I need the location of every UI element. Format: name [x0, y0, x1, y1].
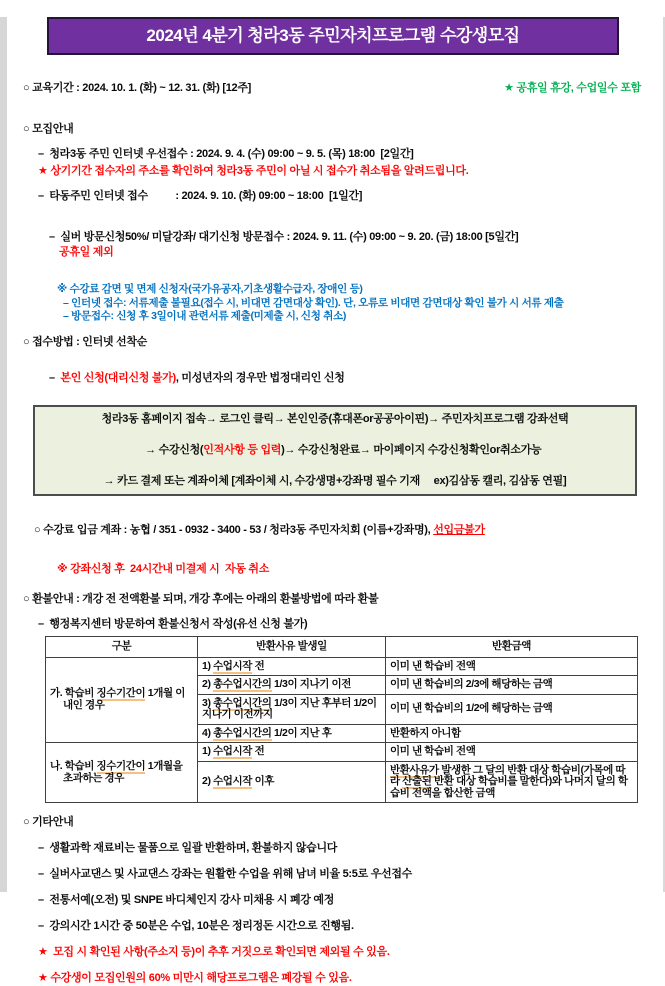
apply-step-line-1: 청라3동 홈페이지 접속→ 로그인 클릭→ 본인인증(휴대폰or공공아이핀)→ 주민자치프로그램 강좌선택 — [101, 412, 569, 425]
apply-step-line-2 — [39, 427, 631, 474]
recruit-other-residents-line: – 타동주민 인터넷 접수 : 2024. 9. 10. (화) 09:00 ~ 18:00 [1일간] — [38, 190, 363, 202]
section-etc-heading: ○ 기타안내 — [23, 816, 74, 828]
recruit-visit-text: – 실버 방문신청50%/ 미달강좌/ 대기신청 방문접수 : 2024. 9. 11. (수) 09:00 ~ 9. 20. (금) 18:00 [5일간] — [49, 231, 519, 243]
refund-a2-when: 2) 총수업시간의 1/3이 지나기 이전 — [198, 676, 386, 695]
etc-item-dance: – 실버사교댄스 및 사교댄스 강좌는 원활한 수업을 위해 남녀 비율 5:5로 우선접수 — [38, 868, 412, 880]
apply-step-line-3: → 카드 결제 또는 계좌이체 [계좌이체 시, 수강생명+강좌명 필수 기재 ex)김삼동 캘리, 김삼동 연필] — [103, 474, 567, 487]
etc-item-materials: – 생활과학 재료비는 물품으로 일괄 반환하며, 환불하지 않습니다 — [38, 842, 338, 854]
payment-no-prepay: 선입금불가 — [433, 524, 485, 536]
refund-b1-when: 1) 수업시작 전 — [198, 743, 386, 762]
refund-a1-when: 1) 수업시작 전 — [198, 657, 386, 676]
etc-warning-address: ★ 모집 시 확인된 사항(주소지 등)이 추후 거짓으로 확인되면 제외될 수 있음. — [38, 946, 390, 958]
refund-table-header-row — [46, 637, 638, 658]
recruit-visit-line — [38, 215, 641, 275]
etc-item-class-time: – 강의시간 1시간 중 50분은 수업, 10분은 정리정돈 시간으로 진행됨. — [38, 920, 354, 932]
payment-account-line — [23, 508, 641, 553]
payment-account-text: ○ 수강료 입금 계좌 : 농협 / 351 - 0932 - 3400 - 53 / 청라3동 주민자치회 (이름+강좌명), — [34, 524, 434, 536]
recruit-priority-line: – 청라3동 주민 인터넷 우선접수 : 2024. 9. 4. (수) 09:00 ~ 9. 5. (목) 18:00 [2일간] — [38, 148, 414, 160]
apply-self-dash: – — [49, 371, 61, 384]
refund-a2-amount: 이미 낸 학습비의 2/3에 해당하는 금액 — [386, 676, 638, 695]
apply-step-2-pre: → 수강신청( — [145, 443, 204, 456]
apply-self-rest: , 미성년자의 경우만 법정대리인 신청 — [175, 371, 345, 384]
page-title: 2024년 4분기 청라3동 주민자치프로그램 수강생모집 — [146, 26, 520, 45]
apply-step-2-post: )→ 수강신청완료→ 마이페이지 수강신청확인or취소가능 — [281, 443, 542, 456]
education-period-line — [23, 81, 641, 96]
holiday-note: ★ 공휴일 휴강, 수업일수 포함 — [504, 82, 641, 94]
section-recruit-heading: ○ 모집안내 — [23, 123, 74, 135]
refund-group-b-label: 나. 학습비 징수기간이 1개월을 초과하는 경우 — [46, 743, 198, 803]
page-title-banner — [47, 17, 619, 55]
recruit-address-warning: ★ 상기기간 접수자의 주소를 확인하여 청라3동 주민이 아닐 시 접수가 취소됨을 알려드립니다. — [38, 165, 469, 177]
apply-self-red: 본인 신청(대리신청 불가) — [60, 371, 176, 384]
table-row — [46, 743, 638, 762]
notice-document — [0, 17, 665, 984]
education-period-text: ○ 교육기간 : 2024. 10. 1. (화) ~ 12. 31. (화) [12주] — [23, 82, 252, 94]
refund-b1-amount: 이미 낸 학습비 전액 — [386, 743, 638, 762]
refund-b2-when: 2) 수업시작 이후 — [198, 761, 386, 803]
section-apply-heading: ○ 접수방법 : 인터넷 선착순 — [23, 335, 147, 348]
refund-table — [45, 636, 638, 803]
visit-holiday-note: 공휴일 제외 — [59, 246, 114, 258]
etc-warning-closure: ★ 수강생이 모집인원의 60% 미만시 해당프로그램은 폐강될 수 있음. — [38, 972, 352, 984]
apply-self-line — [38, 356, 641, 401]
notice-body — [0, 81, 665, 986]
refund-a4-when: 4) 총수업시간의 1/2이 지난 후 — [198, 724, 386, 743]
fee-waiver-title: ※ 수강료 감면 및 면제 신청자(국가유공자,기초생활수급자, 장애인 등) — [57, 283, 363, 295]
apply-steps-box — [33, 405, 637, 497]
refund-a3-amount: 이미 낸 학습비의 1/2에 해당하는 금액 — [386, 694, 638, 724]
fee-waiver-internet: – 인터넷 접수: 서류제출 불필요(접수 시, 비대면 감면대상 확인). 단, 오류로 비대면 감면대상 확인 불가 시 서류 제출 — [63, 296, 564, 309]
page-edge-left — [0, 17, 7, 892]
refund-col-when: 반환사유 발생일 — [198, 637, 386, 658]
refund-col-category: 구분 — [46, 637, 198, 658]
refund-a1-amount: 이미 낸 학습비 전액 — [386, 657, 638, 676]
fee-waiver-note — [23, 283, 641, 324]
refund-b2-amount: 반환사유가 발생한 그 달의 반환 대상 학습비(가목에 따라 산출된 반환 대상 학습비를 말한다)와 나머지 달의 학습비 전액을 합산한 금액 — [386, 761, 638, 803]
section-refund-heading: ○ 환불안내 : 개강 전 전액환불 되며, 개강 후에는 아래의 환불방법에 따라 환불 — [23, 593, 379, 605]
payment-warning: ※ 강좌신청 후 24시간내 미결제 시 자동 취소 — [57, 563, 270, 575]
refund-visit-line: – 행정복지센터 방문하여 환불신청서 작성(유선 신청 불가) — [38, 618, 308, 630]
apply-step-2-red: 인적사항 등 입력 — [203, 443, 282, 456]
fee-waiver-visit: – 방문접수: 신청 후 3일이내 관련서류 제출(미제출 시, 신청 취소) — [63, 310, 347, 322]
refund-group-a-label: 가. 학습비 징수기간이 1개월 이내인 경우 — [46, 657, 198, 743]
refund-a4-amount: 반환하지 아니함 — [386, 724, 638, 743]
refund-a3-when: 3) 총수업시간의 1/3이 지난 후부터 1/2이 지나기 이전까지 — [198, 694, 386, 724]
etc-item-calligraphy: – 전통서예(오전) 및 SNPE 바디체인지 강사 미채용 시 폐강 예정 — [38, 894, 335, 906]
refund-col-amount: 반환금액 — [386, 637, 638, 658]
table-row — [46, 657, 638, 676]
